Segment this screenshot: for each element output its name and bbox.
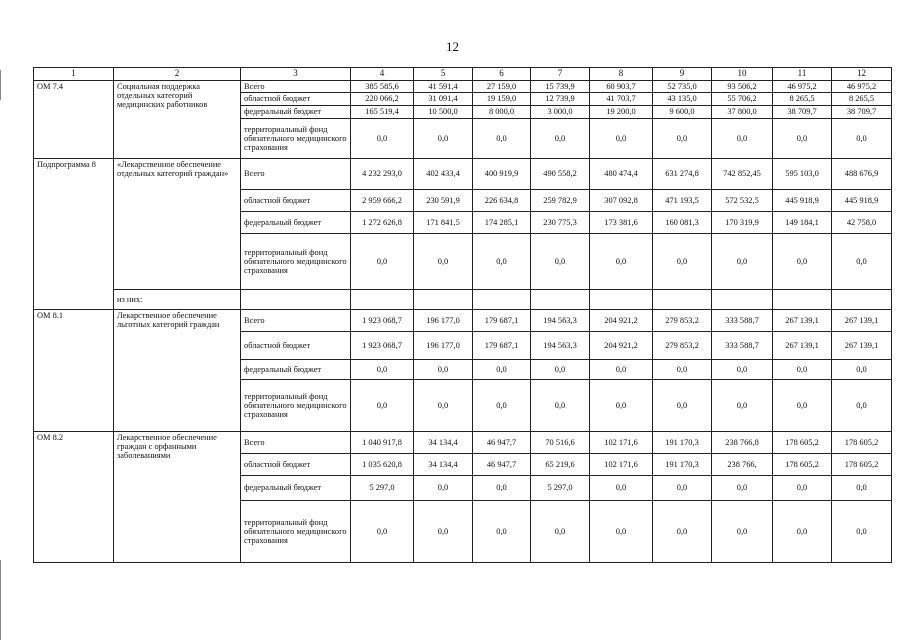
program-name: Лекарственное обеспечение льготных категорий граждан <box>114 310 241 432</box>
empty-cell <box>414 290 473 310</box>
program-code: Подпрограмма 8 <box>34 159 114 310</box>
column-header: 10 <box>712 68 773 81</box>
funding-source: территориальный фонд обязательного медицинского страхования <box>241 501 351 563</box>
funding-value: 230 591,9 <box>414 190 473 212</box>
funding-source: федеральный бюджет <box>241 106 351 119</box>
funding-value: 46 947,7 <box>473 432 531 454</box>
column-header: 3 <box>241 68 351 81</box>
funding-source: федеральный бюджет <box>241 212 351 234</box>
funding-value: 170 319,9 <box>712 212 773 234</box>
funding-value: 171 841,5 <box>414 212 473 234</box>
funding-value: 0,0 <box>531 360 590 380</box>
funding-value: 595 103,0 <box>773 159 832 190</box>
funding-value: 0,0 <box>653 380 712 432</box>
funding-value: 60 903,7 <box>590 81 653 93</box>
funding-value: 38 709,7 <box>832 106 892 119</box>
funding-value: 34 134,4 <box>414 454 473 476</box>
funding-value: 0,0 <box>414 476 473 501</box>
left-margin-line <box>0 560 1 640</box>
funding-value: 41 591,4 <box>414 81 473 93</box>
column-header: 7 <box>531 68 590 81</box>
funding-value: 267 139,1 <box>773 310 832 332</box>
program-name: Социальная поддержка отдельных категорий медицинских работников <box>114 81 241 159</box>
funding-value: 55 706,2 <box>712 93 773 106</box>
funding-value: 267 139,1 <box>832 310 892 332</box>
funding-value: 46 975,2 <box>773 81 832 93</box>
funding-value: 194 563,3 <box>531 332 590 360</box>
funding-value: 8 000,0 <box>473 106 531 119</box>
funding-value: 238 766, <box>712 454 773 476</box>
funding-value: 70 516,6 <box>531 432 590 454</box>
funding-value: 173 381,6 <box>590 212 653 234</box>
funding-value: 0,0 <box>531 380 590 432</box>
funding-value: 1 923 068,7 <box>351 310 414 332</box>
funding-value: 0,0 <box>351 234 414 290</box>
empty-cell <box>473 290 531 310</box>
funding-value: 0,0 <box>531 119 590 159</box>
column-header: 11 <box>773 68 832 81</box>
funding-value: 0,0 <box>653 501 712 563</box>
funding-value: 0,0 <box>712 476 773 501</box>
funding-value: 194 563,3 <box>531 310 590 332</box>
funding-value: 204 921,2 <box>590 332 653 360</box>
funding-value: 0,0 <box>590 476 653 501</box>
empty-cell <box>653 290 712 310</box>
funding-value: 31 091,4 <box>414 93 473 106</box>
funding-value: 52 735,0 <box>653 81 712 93</box>
funding-value: 0,0 <box>351 360 414 380</box>
empty-cell <box>832 290 892 310</box>
funding-value: 220 066,2 <box>351 93 414 106</box>
funding-value: 279 853,2 <box>653 310 712 332</box>
column-header: 1 <box>34 68 114 81</box>
funding-value: 102 171,6 <box>590 432 653 454</box>
note-row <box>34 290 892 310</box>
column-header: 4 <box>351 68 414 81</box>
funding-value: 402 433,4 <box>414 159 473 190</box>
program-name: «Лекарственное обеспечение отдельных категорий граждан» <box>114 159 241 290</box>
funding-value: 471 193,5 <box>653 190 712 212</box>
funding-value: 178 605,2 <box>832 454 892 476</box>
funding-value: 0,0 <box>653 234 712 290</box>
funding-value: 0,0 <box>590 501 653 563</box>
funding-value: 259 782,9 <box>531 190 590 212</box>
funding-source: Всего <box>241 81 351 93</box>
funding-value: 0,0 <box>653 360 712 380</box>
funding-value: 0,0 <box>832 119 892 159</box>
funding-value: 0,0 <box>414 380 473 432</box>
table-row <box>34 81 892 93</box>
funding-value: 333 588,7 <box>712 310 773 332</box>
column-header: 5 <box>414 68 473 81</box>
funding-value: 267 139,1 <box>773 332 832 360</box>
funding-value: 196 177,0 <box>414 332 473 360</box>
funding-value: 19 200,0 <box>590 106 653 119</box>
funding-value: 0,0 <box>351 380 414 432</box>
funding-value: 0,0 <box>832 360 892 380</box>
funding-value: 0,0 <box>832 476 892 501</box>
empty-cell <box>531 290 590 310</box>
column-header: 12 <box>832 68 892 81</box>
funding-value: 0,0 <box>414 501 473 563</box>
funding-value: 5 297,0 <box>351 476 414 501</box>
table-row <box>34 432 892 454</box>
funding-value: 267 139,1 <box>832 332 892 360</box>
funding-value: 0,0 <box>773 360 832 380</box>
funding-source: территориальный фонд обязательного медицинского страхования <box>241 380 351 432</box>
funding-value: 149 184,1 <box>773 212 832 234</box>
funding-value: 0,0 <box>473 234 531 290</box>
funding-value: 41 703,7 <box>590 93 653 106</box>
column-header: 8 <box>590 68 653 81</box>
funding-value: 0,0 <box>712 380 773 432</box>
funding-source: федеральный бюджет <box>241 476 351 501</box>
program-code: ОМ 8.1 <box>34 310 114 432</box>
column-header: 9 <box>653 68 712 81</box>
funding-value: 480 474,4 <box>590 159 653 190</box>
funding-source: областной бюджет <box>241 93 351 106</box>
funding-value: 178 605,2 <box>773 454 832 476</box>
funding-source: территориальный фонд обязательного медицинского страхования <box>241 234 351 290</box>
funding-value: 1 272 626,8 <box>351 212 414 234</box>
funding-value: 165 519,4 <box>351 106 414 119</box>
funding-value: 445 918,9 <box>773 190 832 212</box>
funding-value: 196 177,0 <box>414 310 473 332</box>
funding-value: 191 170,3 <box>653 432 712 454</box>
funding-source: областной бюджет <box>241 454 351 476</box>
funding-source: областной бюджет <box>241 190 351 212</box>
funding-value: 34 134,4 <box>414 432 473 454</box>
empty-cell <box>773 290 832 310</box>
funding-value: 742 852,45 <box>712 159 773 190</box>
funding-value: 0,0 <box>773 234 832 290</box>
funding-value: 0,0 <box>473 119 531 159</box>
funding-value: 42 758,0 <box>832 212 892 234</box>
funding-value: 0,0 <box>712 234 773 290</box>
funding-value: 0,0 <box>773 380 832 432</box>
funding-source: федеральный бюджет <box>241 360 351 380</box>
funding-value: 5 297,0 <box>531 476 590 501</box>
funding-value: 0,0 <box>832 380 892 432</box>
funding-value: 0,0 <box>590 234 653 290</box>
table-row <box>34 159 892 190</box>
empty-cell <box>351 290 414 310</box>
funding-value: 160 081,3 <box>653 212 712 234</box>
funding-value: 631 274,8 <box>653 159 712 190</box>
funding-source: областной бюджет <box>241 332 351 360</box>
funding-value: 307 092,8 <box>590 190 653 212</box>
funding-value: 0,0 <box>473 380 531 432</box>
column-header: 2 <box>114 68 241 81</box>
funding-value: 1 035 620,8 <box>351 454 414 476</box>
page-number: 12 <box>446 39 459 54</box>
funding-value: 230 775,3 <box>531 212 590 234</box>
funding-value: 0,0 <box>832 234 892 290</box>
funding-value: 0,0 <box>590 119 653 159</box>
funding-value: 8 265,5 <box>832 93 892 106</box>
empty-cell <box>712 290 773 310</box>
funding-value: 0,0 <box>351 119 414 159</box>
funding-value: 1 923 068,7 <box>351 332 414 360</box>
funding-source: Всего <box>241 159 351 190</box>
funding-value: 3 000,0 <box>531 106 590 119</box>
funding-value: 8 265,5 <box>773 93 832 106</box>
funding-value: 46 975,2 <box>832 81 892 93</box>
funding-value: 0,0 <box>712 360 773 380</box>
funding-value: 204 921,2 <box>590 310 653 332</box>
funding-source: Всего <box>241 432 351 454</box>
funding-value: 0,0 <box>351 501 414 563</box>
funding-value: 19 159,0 <box>473 93 531 106</box>
funding-value: 0,0 <box>531 234 590 290</box>
header-row <box>34 68 892 81</box>
funding-value: 0,0 <box>473 360 531 380</box>
funding-value: 490 558,2 <box>531 159 590 190</box>
funding-value: 0,0 <box>773 476 832 501</box>
funding-value: 1 040 917,8 <box>351 432 414 454</box>
funding-value: 226 634,8 <box>473 190 531 212</box>
program-code: ОМ 7.4 <box>34 81 114 159</box>
funding-value: 279 853,2 <box>653 332 712 360</box>
funding-value: 0,0 <box>414 360 473 380</box>
funding-value: 0,0 <box>653 476 712 501</box>
column-header: 6 <box>473 68 531 81</box>
funding-source: территориальный фонд обязательного медицинского страхования <box>241 119 351 159</box>
funding-value: 4 232 293,0 <box>351 159 414 190</box>
funding-value: 10 500,0 <box>414 106 473 119</box>
funding-value: 0,0 <box>712 119 773 159</box>
funding-value: 65 219,6 <box>531 454 590 476</box>
funding-value: 178 605,2 <box>832 432 892 454</box>
funding-value: 43 135,0 <box>653 93 712 106</box>
funding-value: 0,0 <box>473 501 531 563</box>
funding-value: 191 170,3 <box>653 454 712 476</box>
funding-value: 0,0 <box>590 380 653 432</box>
funding-value: 102 171,6 <box>590 454 653 476</box>
program-code: ОМ 8.2 <box>34 432 114 563</box>
funding-value: 37 800,0 <box>712 106 773 119</box>
funding-value: 174 285,1 <box>473 212 531 234</box>
funding-value: 0,0 <box>773 119 832 159</box>
program-name: Лекарственное обеспечение граждан с орфанными заболеваниями <box>114 432 241 563</box>
funding-value: 0,0 <box>590 360 653 380</box>
funding-value: 178 605,2 <box>773 432 832 454</box>
funding-value: 179 687,1 <box>473 332 531 360</box>
funding-value: 179 687,1 <box>473 310 531 332</box>
funding-value: 46 947,7 <box>473 454 531 476</box>
left-margin-line <box>0 70 1 100</box>
funding-value: 0,0 <box>653 119 712 159</box>
empty-cell <box>241 290 351 310</box>
funding-value: 400 919,9 <box>473 159 531 190</box>
funding-value: 38 709,7 <box>773 106 832 119</box>
funding-value: 445 918,9 <box>832 190 892 212</box>
funding-value: 93 506,2 <box>712 81 773 93</box>
funding-value: 385 585,6 <box>351 81 414 93</box>
funding-value: 27 159,0 <box>473 81 531 93</box>
funding-value: 9 600,0 <box>653 106 712 119</box>
funding-source: Всего <box>241 310 351 332</box>
funding-value: 0,0 <box>832 501 892 563</box>
funding-value: 0,0 <box>473 476 531 501</box>
funding-value: 572 532,5 <box>712 190 773 212</box>
funding-value: 12 739,9 <box>531 93 590 106</box>
funding-value: 0,0 <box>773 501 832 563</box>
note-label: из них: <box>114 290 241 310</box>
funding-value: 0,0 <box>414 234 473 290</box>
funding-value: 488 676,9 <box>832 159 892 190</box>
funding-value: 15 739,9 <box>531 81 590 93</box>
funding-value: 0,0 <box>414 119 473 159</box>
funding-value: 333 588,7 <box>712 332 773 360</box>
funding-value: 2 959 666,2 <box>351 190 414 212</box>
funding-value: 0,0 <box>531 501 590 563</box>
table-row <box>34 310 892 332</box>
budget-table <box>33 67 892 563</box>
empty-cell <box>590 290 653 310</box>
funding-value: 238 766,8 <box>712 432 773 454</box>
funding-value: 0,0 <box>712 501 773 563</box>
